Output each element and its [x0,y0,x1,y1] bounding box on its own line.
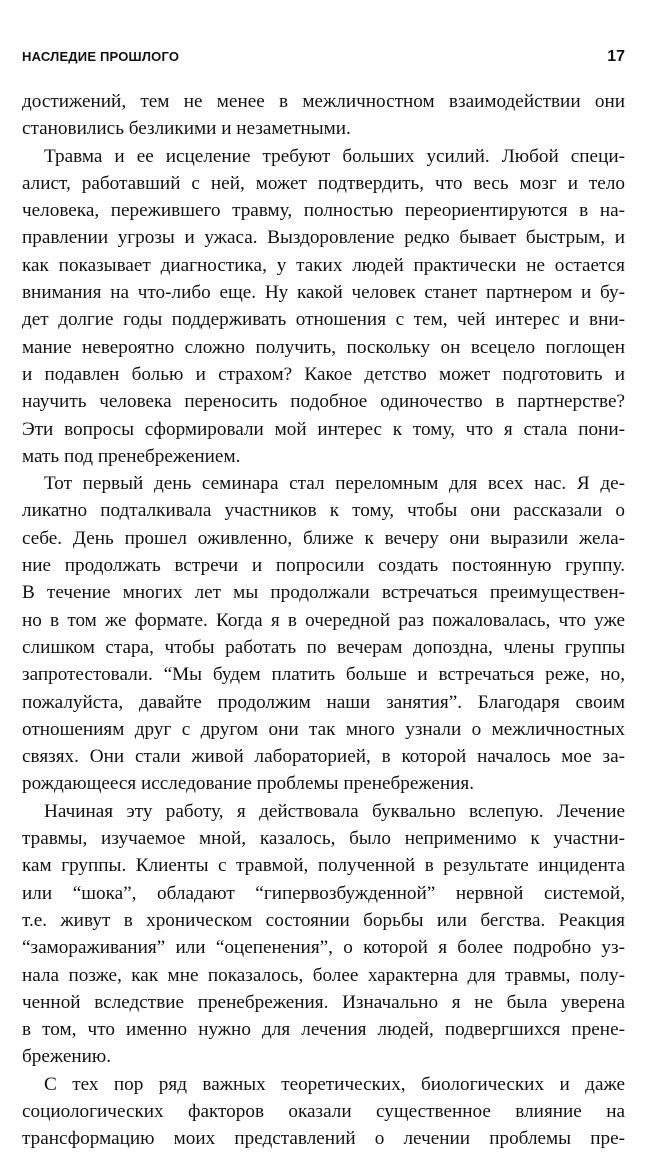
text-line: дет долгие годы поддерживать отношения с тем, чей интерес и вни- [22,309,625,331]
text-line: становились безликими и незаметными. [22,118,351,140]
text-line: брежению. [22,1046,112,1068]
body-text [22,88,625,1153]
text-line: внимания на что-либо еще. Ну какой человек станет партнером и бу- [22,282,625,304]
text-line: правлении угрозы и ужаса. Выздоровление редко бывает быстрым, и [22,227,625,249]
text-line: пожалуйста, давайте продолжим наши занятия”. Благодаря своим [22,691,625,713]
text-line: нала позже, как мне показалось, более характерна для травмы, полу- [22,964,625,986]
text-line: мание невероятно сложно получить, поскольку он всецело поглощен [22,336,625,358]
page-header [22,48,625,66]
text-line: Эти вопросы сформировали мой интерес к тому, что я стала пони- [22,418,625,440]
text-line: Начиная эту работу, я действовала буквально вслепую. Лечение [44,800,625,822]
text-line: отношениям друг с другом они так много узнали о межличностных [22,718,625,740]
text-line: и подавлен болью и страхом? Какое детство может подготовить и [22,363,625,385]
text-line: Травма и ее исцеление требуют больших усилий. Любой специ- [44,145,625,167]
text-line: социологических факторов оказали существенное влияние на [22,1100,625,1122]
page-number: 17 [607,48,625,65]
text-line: алист, работавший с ней, может подтвердить, что весь мозг и тело [22,172,625,194]
text-line: как показывает диагностика, у таких людей практически не остается [22,254,625,276]
text-line: С тех пор ряд важных теоретических, биологических и даже [44,1073,625,1095]
text-line: в том, что именно нужно для лечения людей, подвергшихся прене- [22,1019,625,1041]
running-title: НАСЛЕДИЕ ПРОШЛОГО [22,49,180,64]
text-line: запротестовали. “Мы будем платить больше и встречаться реже, но, [22,664,625,686]
text-line: кам группы. Клиенты с травмой, полученной в результате инцидента [22,855,625,877]
text-line: достижений, тем не менее в межличностном взаимодействии они [22,91,625,112]
text-line: или “шока”, обладают “гипервозбужденной” нервной системой, [22,882,625,904]
text-line: ние продолжать встречи и попросили создать постоянную группу. [22,555,625,577]
text-line: человека, пережившего травму, полностью переориентируются в на- [22,200,625,222]
text-line: слишком стара, чтобы работать по вечерам допоздна, члены группы [22,636,625,658]
text-line: трансформацию моих представлений о лечении проблемы пре- [22,1128,625,1150]
text-line: научить человека переносить подобное одиночество в партнерстве? [22,391,625,413]
text-line: т.е. живут в хроническом состоянии борьбы или бегства. Реакция [22,909,625,931]
text-line: связях. Они стали живой лабораторией, в которой началось мое за- [22,746,625,768]
text-line: Тот первый день семинара стал переломным для всех нас. Я де- [44,473,625,495]
text-line: себе. День прошел оживленно, ближе к вечеру они выразили жела- [22,527,625,549]
text-line: но в том же формате. Когда я в очередной раз пожаловалась, что уже [22,609,625,631]
text-line: ченной вследствие пренебрежения. Изначально я не была уверена [22,991,625,1013]
text-line: мать под пренебрежением. [22,445,241,467]
text-line: “замораживания” или “оцепенения”, о которой я более подробно уз- [22,937,625,959]
text-line: ликатно подталкивала участников к тому, чтобы они рассказали о [22,500,625,522]
text-line: В течение многих лет мы продолжали встречаться преимуществен- [22,582,625,604]
text-line: травмы, изучаемое мной, казалось, было неприменимо к участни- [22,828,625,850]
text-line: рождающееся исследование проблемы пренебрежения. [22,773,475,795]
